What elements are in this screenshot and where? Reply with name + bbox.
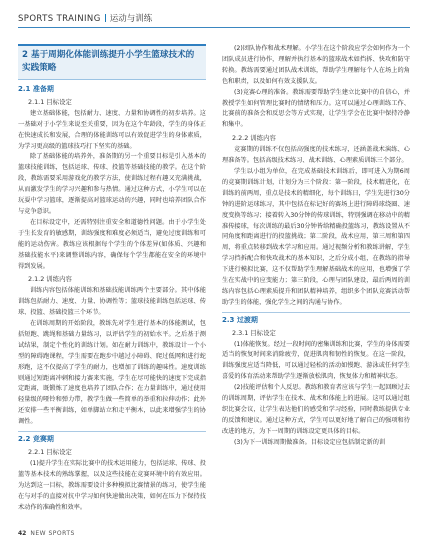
heading-competition-period: 2.2 竞赛期 [18,431,206,445]
heading-prep-content: 2.1.2 训练内容 [28,275,72,284]
left-column [18,44,206,513]
heading-prep-goal: 2.1.1 目标设定 [28,97,72,106]
paragraph: (2)团队协作和战术理解。小学生在这个阶段应学会如何作为一个团队成员进行协作，理解并执行基本的篮球战术如挡拆、快攻和防守转换。教练需要通过团队战术训练，帮助学生理解每个人在场上的角色和职责，以及如何有效支援队友。 [222,45,410,85]
heading-comp-content: 2.2.2 训练内容 [232,134,276,143]
paragraph: 学生以小组为单位，在完成基础技术训练后，即可进入为期6周的竞赛期训练计划，计划分为三个阶段：第一阶段，技术精进化，在训练的前两周，重点是技术的精细化，每个训练日，学生先进行30分钟的进阶运球练习，其中包括在标记好的赛场上进行障碍球绕圈、速度变换等练习；接着转入30分钟的传球训练，特别强调在移动中的精准传接球，每次训练的最后30分钟皆给精确投篮练习，教练设置从不同角度和距离进行的投篮挑战；第二阶段，战术应用，第三周和第四周，将重点转移到战术学习和应用。通过视频分析和教练讲解，学生学习挡拆配合和快攻战术的基本知识，之后分成小组，在教练的指导下进行模拟比赛，这不仅帮助学生理解基础战术的应用，也增强了学生在实战中的应变能力；第三阶段，心理与团队建设，最后两周的训练内容包括心理素质提升和团队精神培养，组织多个团队竞赛活动帮助学生的体能，强化学生之间的沟通与协作。 [222,167,410,306]
section-title: 2 基于周期化体能训练提升小学生篮球技术的实践策略 [18,44,206,80]
paragraph: (2)技能评估和个人反思。教练和教育者应该与学生一起回顾过去的训练周期，评估学生在技术、战术和体能上的进展。这可以通过组织比赛会议，让学生表达他们的感受和学习经验，同时教练提供专业的反馈和建议。通过这种方式，学生可以更好地了解自己的强项和待改进的地方，为下一周期的训练设定更具体的目标。 [222,384,410,435]
journal-name: NEW SPORTS [30,530,75,537]
paragraph: 竞赛期的训练不仅包括高强度的技术练习，还涵盖战术演练、心理准备等。包括高级技术练习、战术训练、心理素质训练三个部分。 [222,146,410,165]
paragraph: 训练内容包括体能训练和基础技能训练两个主要部分。其中体能训练包括耐力、速度、力量、协调性等；篮球技能训练包括运球、传球、投篮、基础投篮三个环节。 [18,287,206,317]
paragraph: (3)竞赛心理的准备。教练需要帮助学生建立比赛中的自信心，并教授学生如何管理比赛时的情绪和压力。这可以通过心理训练工作、比赛前的准备会和反思会等方式实现，让学生学会在比赛中保持冷静和集中。 [222,88,410,129]
paragraph: (1)提升学生在实际比赛中的技术运用能力，包括运球、传球、投篮等基本技术的熟练掌握，以及这些技能在竞赛环境中的有效应用。为达到这一目标，教练需要设计多种模拟比赛情景的练习，使学生能在与对手的直接对抗中学习如何快速做出决策，如何在压力下保持技术动作的准确性和效率。 [18,459,206,511]
header-rule [18,27,410,28]
paragraph: 建立基础体能，包括耐力、速度、力量和协调性的初步培养。这一基础对于小学生来说至关重要，因为在这个年龄段，学生的身体正在快速成长和发展，合理的体能训练可以有效促进学生的身体素质，为学习更高级的篮球技巧打下坚实的基础。 [18,109,206,150]
heading-comp-goal: 2.2.1 目标设定 [28,448,72,456]
header-section-label [18,12,152,24]
heading-trans-goal: 2.3.1 目标设定 [232,328,276,337]
page-header [18,8,410,28]
paragraph: 在目标设定中，还需特别注重安全和道德性问题。由于小学生处于生长发育的敏感期，训练强度和难度必须适当，避免过度训练和可能的运动伤害。教练应该根据每个学生的个体差异(如体质、兴趣和基础技能水平)来调整训练内容，确保每个学生都能在安全的环境中得到发展。 [18,218,206,270]
header-label-en: SPORTS TRAINING [18,14,101,24]
page-number: 42 [18,530,27,537]
header-separator [105,14,106,22]
page-footer [18,530,75,537]
right-column [222,44,410,449]
paragraph: 在训练周期的开始阶段，教练先对学生进行基本的体能测试，包括短跑、跳绳和基础力量练习，以评估学生的初始水平。之后基于测试结果，制定个性化的训练计划。如在耐力训练中，教练设计一个小型的障碍跑课程，学生需要在跑步中越过小障碍、爬过低网和进行蛇形跑，这不仅提高了学生的耐力，也增加了训练的趣味性。速度训练则通过短距离冲刺和接力赛来实施，学生在尽可能快的速度下完成指定距离，既锻炼了速度也培养了团队合作；在力量训练中，通过使用轻量级的哑铃和弹力带，教学生做一些简单的举重和拉伸动作；此外还安排一些平衡训练，如单脚站立和走平衡木，以此来增强学生的协调性。 [18,320,206,426]
heading-preparation-period: 2.1 准备期 [18,85,54,93]
header-label-cn: 运动与训练 [109,14,153,24]
paragraph: (3)为下一训练周期做准备。目标设定应包括制定新的训 [234,438,386,446]
paragraph: 除了基础体能的培养外，准备期的另一个重要目标是引入基本的篮球技能训练，包括运球、传球、投篮等基础技能的教学。在这个阶段，教练需要采用游戏化的教学方法，使训练过程有趣又充满挑战，从而激发学生的学习兴趣和参与热情。通过这种方式，小学生可以在玩耍中学习篮球，逐渐提高对篮球运动的兴趣，同时也培养团队合作与竞争意识。 [18,153,206,215]
paragraph: (1)体能恢复。经过一段时间的密集训练和比赛，学生的身体需要适当的恢复时间来消除疲劳，促进肌肉和韧性的恢复。在这一阶段，训练强度应适当降低，可以通过轻松的活动如慢跑、游泳或任何学生喜爱的体育活动来帮助学生逐渐放松肌肉，恢复体力和精神状态。 [222,340,410,381]
heading-transition-period: 2.3 过渡期 [222,312,410,326]
